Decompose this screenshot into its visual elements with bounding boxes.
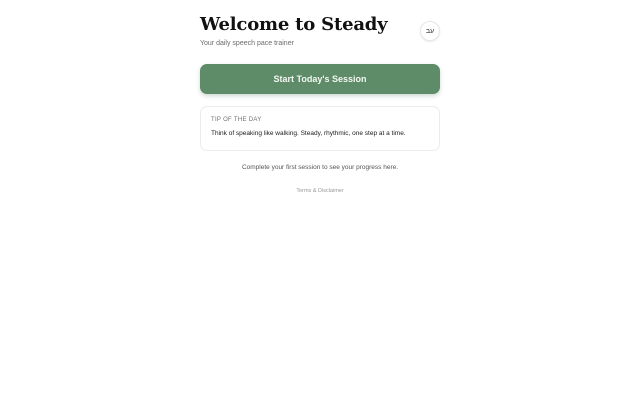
- page-subtitle: Your daily speech pace trainer: [200, 40, 294, 47]
- header: [200, 14, 440, 54]
- language-toggle-button[interactable]: [420, 21, 440, 41]
- main-column: [200, 14, 440, 195]
- progress-empty-message: Complete your first session to see your progress here.: [241, 164, 399, 171]
- language-toggle-label: עב: [425, 27, 435, 35]
- tip-label: TIP OF THE DAY: [211, 117, 262, 123]
- tip-text: Think of speaking like walking. Steady, rhythmic, one step at a time.: [211, 130, 406, 137]
- tip-card: [200, 106, 440, 151]
- start-session-button[interactable]: [200, 64, 440, 94]
- terms-disclaimer-link[interactable]: Terms & Disclaimer: [296, 188, 344, 194]
- start-session-label: Start Today's Session: [273, 74, 367, 84]
- page-title: Welcome to Steady: [200, 14, 388, 35]
